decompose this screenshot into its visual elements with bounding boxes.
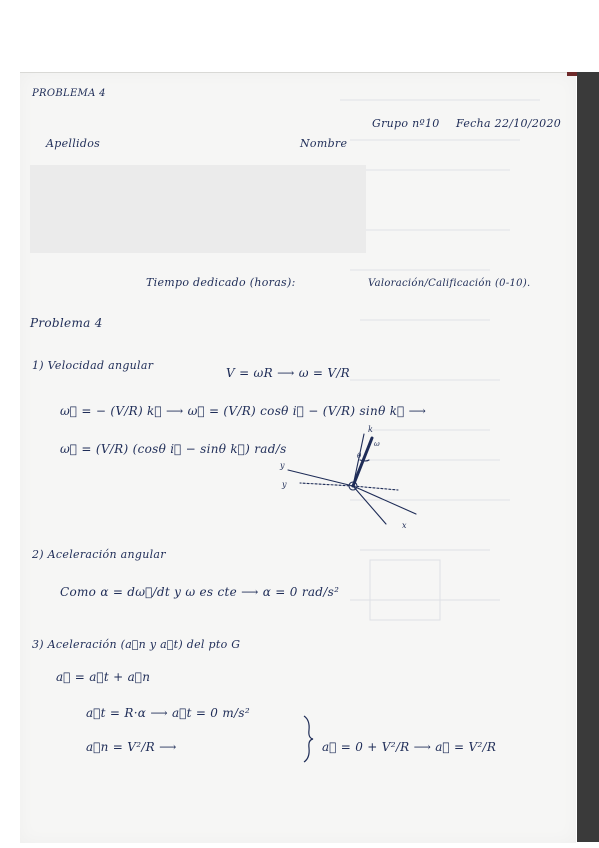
omega-label: ω bbox=[374, 440, 380, 448]
redacted-name-area bbox=[30, 165, 366, 253]
x-axis bbox=[353, 486, 416, 514]
y-label: y bbox=[280, 461, 285, 470]
bleed-through-writing bbox=[330, 80, 570, 680]
part1-eq-omega-result: ω⃗ = (V/R) (cosθ i⃗ − sinθ k⃗) rad/s bbox=[60, 442, 287, 456]
theta-label: θ bbox=[357, 452, 362, 460]
group-number: Grupo nº10 bbox=[372, 117, 440, 130]
part3-eq-total: a⃗ = 0 + V²/R ⟶ a⃗ = V²/R bbox=[322, 740, 497, 754]
date-field: Fecha 22/10/2020 bbox=[456, 117, 562, 130]
part1-eq-omega-vector: ω⃗ = − (V/R) k⃗ ⟶ ω⃗ = (V/R) cosθ i⃗ − (V/R) sinθ k⃗ ⟶ bbox=[60, 404, 427, 418]
grade-label: Valoración/Calificación (0-10). bbox=[368, 278, 531, 289]
time-spent-label: Tiempo dedicado (horas): bbox=[146, 276, 296, 289]
part2-heading: 2) Aceleración angular bbox=[32, 548, 166, 561]
k-label: k bbox=[368, 425, 373, 434]
part3-eq-an: a⃗n = V²/R ⟶ bbox=[86, 740, 177, 754]
part3-eq-at: a⃗t = R·α ⟶ a⃗t = 0 m/s² bbox=[86, 706, 250, 720]
problem-title: Problema 4 bbox=[30, 316, 103, 330]
apellidos-label: Apellidos bbox=[46, 137, 101, 150]
part2-eq: Como α = dω⃗/dt y ω es cte ⟶ α = 0 rad/s² bbox=[60, 585, 340, 599]
y2-label: y bbox=[282, 480, 287, 489]
problem-tag: PROBLEMA 4 bbox=[32, 88, 106, 99]
axes-diagram bbox=[280, 420, 430, 530]
part3-eq-sum: a⃗ = a⃗t + a⃗n bbox=[56, 670, 151, 684]
part3-heading: 3) Aceleración (a⃗n y a⃗t) del pto G bbox=[32, 638, 241, 651]
x-label: x bbox=[402, 521, 407, 530]
scanner-edge-mark bbox=[567, 72, 577, 76]
part1-heading: 1) Velocidad angular bbox=[32, 359, 154, 372]
brace bbox=[300, 714, 316, 764]
lower-axis bbox=[353, 486, 386, 524]
omega-vector bbox=[353, 438, 372, 486]
scanner-edge bbox=[577, 72, 599, 842]
part1-eq-v: V = ωR ⟶ ω = V/R bbox=[226, 366, 351, 380]
nombre-label: Nombre bbox=[300, 137, 348, 150]
y-axis bbox=[288, 470, 353, 486]
